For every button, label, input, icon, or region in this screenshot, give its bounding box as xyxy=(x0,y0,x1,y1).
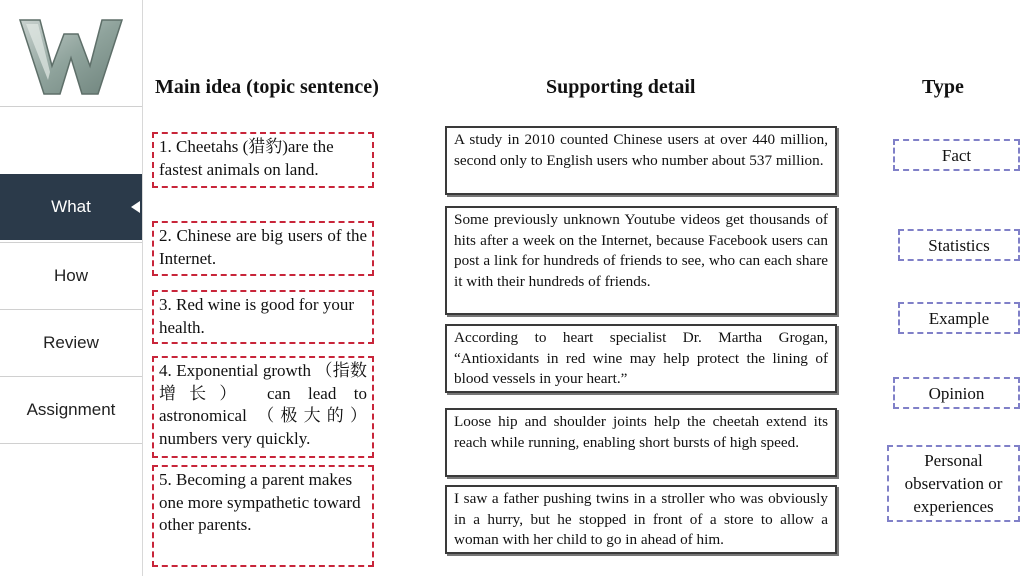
main-idea-1[interactable]: 1. Cheetahs (猎豹)are the fastest animals on land. xyxy=(152,132,374,188)
supporting-detail-5[interactable]: I saw a father pushing twins in a stroller who was obviously in a hurry, but he stopped in front of a store to allow a woman with her child to go in ahead of him. xyxy=(445,485,837,554)
nav-item-how[interactable] xyxy=(0,243,142,309)
main-idea-4[interactable]: 4. Exponential growth （指数增长） can lead to astronomical （极大的） numbers very quickly. xyxy=(152,356,374,458)
supporting-detail-3[interactable]: According to heart specialist Dr. Martha Grogan, “Antioxidants in red wine may help protect the lining of blood vessels in your heart.” xyxy=(445,324,837,393)
type-label: Opinion xyxy=(928,383,985,403)
header-supporting-detail: Supporting detail xyxy=(546,76,696,98)
type-fact[interactable] xyxy=(893,139,1020,171)
nav-divider xyxy=(0,443,142,444)
nav-item-label: Review xyxy=(43,333,99,352)
type-label: Example xyxy=(928,308,990,328)
header-main-idea: Main idea (topic sentence) xyxy=(155,76,379,98)
nav-divider xyxy=(0,106,142,107)
sidebar xyxy=(0,0,143,576)
supporting-detail-2[interactable]: Some previously unknown Youtube videos get thousands of hits after a week on the Internet, because Facebook users can post a link for hundreds of friends to see, who can each share it with their hundreds of friends. xyxy=(445,206,837,315)
caret-left-icon xyxy=(131,201,140,213)
svg-text:W: W xyxy=(18,14,19,15)
logo xyxy=(18,14,124,98)
nav-item-review[interactable] xyxy=(0,310,142,376)
header-type: Type xyxy=(922,76,964,98)
nav-item-label: What xyxy=(51,197,91,216)
w-logo-icon xyxy=(18,14,124,98)
type-label: Statistics xyxy=(928,235,990,255)
nav-item-assignment[interactable] xyxy=(0,377,142,443)
type-personal-observation[interactable] xyxy=(887,445,1020,522)
type-label: Fact xyxy=(941,145,972,165)
supporting-detail-4[interactable]: Loose hip and shoulder joints help the cheetah extend its reach while running, enabling short bursts of high speed. xyxy=(445,408,837,477)
type-example[interactable] xyxy=(898,302,1020,334)
nav-item-what[interactable] xyxy=(0,174,142,240)
nav-item-label: How xyxy=(53,266,88,285)
main-idea-2[interactable]: 2. Chinese are big users of the Internet. xyxy=(152,221,374,276)
main-idea-5[interactable]: 5. Becoming a parent makes one more sympathetic toward other parents. xyxy=(152,465,374,567)
main-idea-3[interactable]: 3. Red wine is good for your health. xyxy=(152,290,374,344)
type-label: Personal observation or experiences xyxy=(904,451,1003,516)
type-statistics[interactable] xyxy=(898,229,1020,261)
nav-item-label: Assignment xyxy=(26,400,116,419)
supporting-detail-1[interactable]: A study in 2010 counted Chinese users at over 440 million, second only to English users who number about 537 million. xyxy=(445,126,837,195)
type-opinion[interactable] xyxy=(893,377,1020,409)
